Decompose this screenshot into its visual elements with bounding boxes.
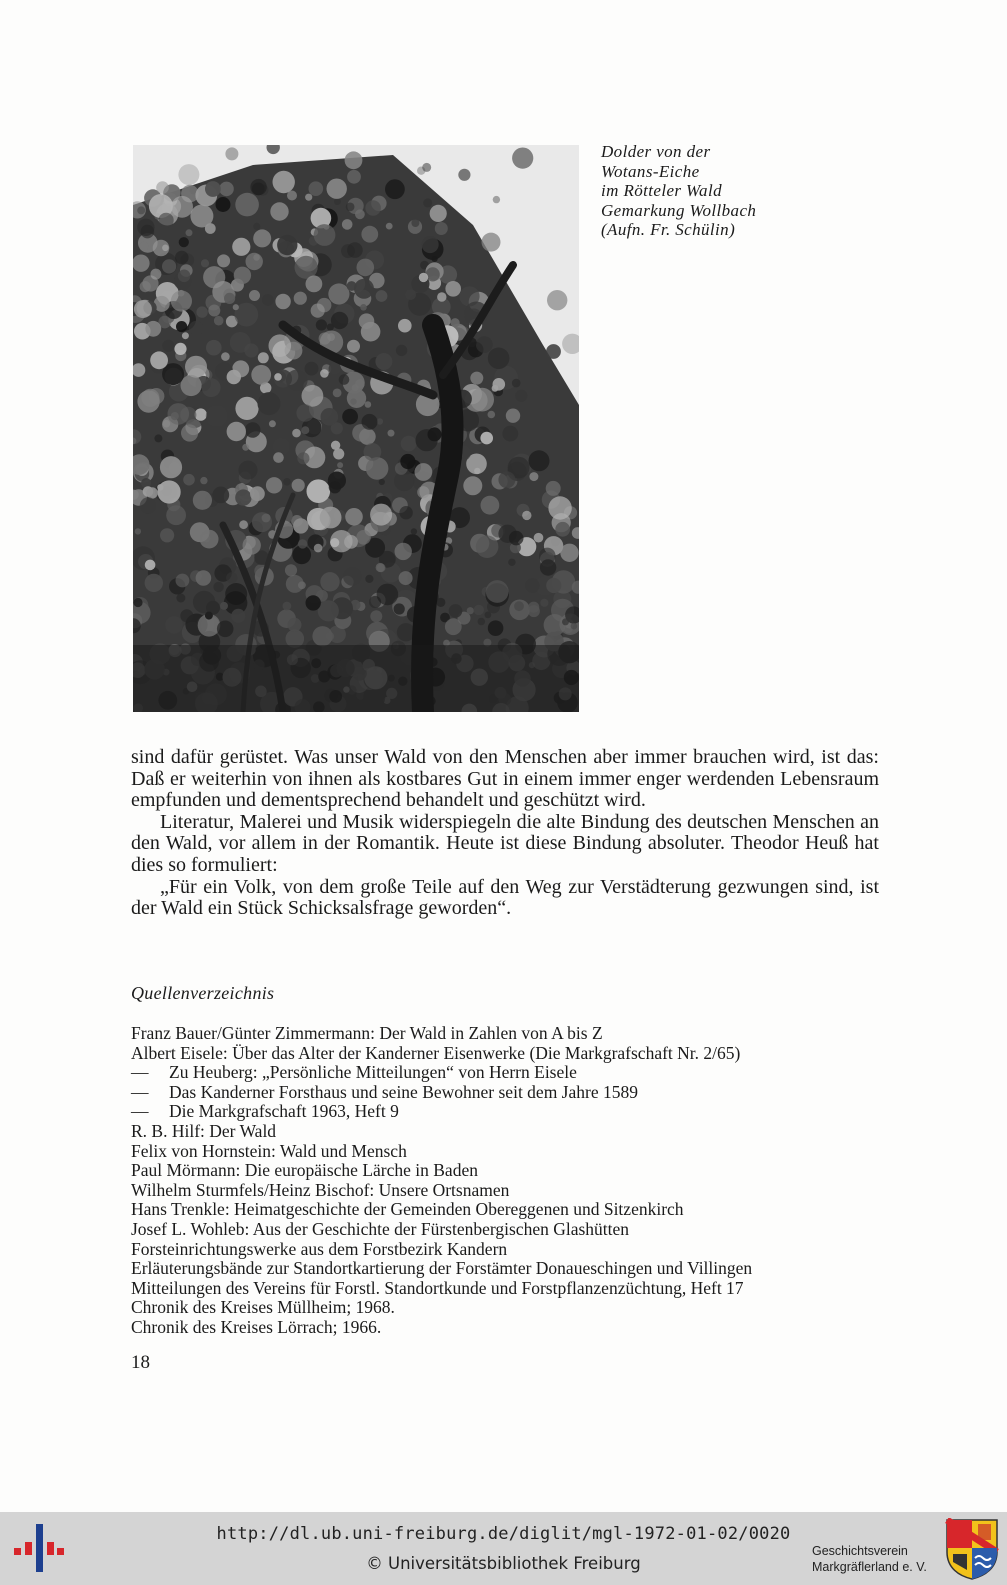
source-item (131, 1102, 891, 1122)
body-text (131, 747, 879, 920)
source-item (131, 1220, 891, 1240)
source-text: Wilhelm Sturmfels/Heinz Bischof: Unsere Ortsnamen (131, 1179, 510, 1200)
source-item (131, 1122, 891, 1142)
footer-bar (0, 1512, 1007, 1585)
society-name (812, 1543, 927, 1575)
source-item (131, 1181, 891, 1201)
source-text: Hans Trenkle: Heimatgeschichte der Gemeinden Obereggenen und Sitzenkirch (131, 1199, 684, 1220)
sources-heading: Quellenverzeichnis (131, 983, 275, 1003)
source-item (131, 1161, 891, 1181)
paragraph: sind dafür gerüstet. Was unser Wald von den Menschen aber immer brauchen wird, ist das: Daß er weiterhin von ihnen als kostbares Gut in einem immer enger werdenden Lebensraum empfunden und dementsprechend behandelt und geschützt wird. (131, 746, 879, 812)
source-text: Josef L. Wohleb: Aus der Geschichte der Fürstenbergischen Glashütten (131, 1218, 630, 1239)
sources-list (131, 1024, 891, 1338)
caption-line: Gemarkung Wollbach (601, 200, 757, 220)
source-text: Mitteilungen des Vereins für Forstl. Standortkunde und Forstpflanzenzüchtung, Heft 17 (131, 1277, 744, 1298)
source-text: Chronik des Kreises Lörrach; 1966. (131, 1316, 382, 1337)
document-url-link[interactable]: http://dl.ub.uni-freiburg.de/diglit/mgl-1972-01-02/0020 (216, 1524, 791, 1544)
source-item (131, 1279, 891, 1299)
source-dash: — (131, 1062, 149, 1083)
source-item (131, 1259, 891, 1279)
society-line: Geschichtsverein (812, 1544, 908, 1558)
source-item (131, 1063, 891, 1083)
source-item (131, 1240, 891, 1260)
paragraph: Literatur, Malerei und Musik widerspiegeln die alte Bindung des deutschen Menschen an den Wald, vor allem in der Romantik. Heute ist diese Bindung absoluter. Theodor Heuß hat dies so formuliert: (131, 810, 879, 876)
caption-line: im Rötteler Wald (601, 181, 722, 200)
copyright-text: © Universitätsbibliothek Freiburg (366, 1554, 641, 1573)
coat-of-arms-icon[interactable] (945, 1518, 999, 1580)
source-text: Das Kanderner Forsthaus und seine Bewohner seit dem Jahre 1589 (169, 1081, 638, 1102)
forest-tree-icon (133, 145, 579, 712)
source-dash: — (131, 1101, 149, 1122)
source-item (131, 1318, 891, 1338)
source-item (131, 1298, 891, 1318)
tree-photo (133, 145, 579, 712)
source-item (131, 1200, 891, 1220)
source-item (131, 1142, 891, 1162)
source-text: Albert Eisele: Über das Alter der Kanderner Eisenwerke (Die Markgrafschaft Nr. 2/65) (131, 1042, 741, 1063)
source-text: Felix von Hornstein: Wald und Mensch (131, 1140, 407, 1161)
source-text: Erläuterungsbände zur Standortkartierung der Forstämter Donaueschingen und Villingen (131, 1258, 753, 1279)
source-text: Franz Bauer/Günter Zimmermann: Der Wald in Zahlen von A bis Z (131, 1023, 603, 1043)
source-text: R. B. Hilf: Der Wald (131, 1120, 277, 1141)
society-line: Markgräflerland e. V. (812, 1560, 927, 1574)
page-number: 18 (131, 1352, 150, 1373)
quote-paragraph: „Für ein Volk, von dem große Teile auf den Weg zur Verstädterung gezwungen sind, ist der Wald ein Stück Schicksalsfrage geworden“. (131, 875, 879, 920)
source-dash: — (131, 1081, 149, 1102)
source-text: Chronik des Kreises Müllheim; 1968. (131, 1297, 395, 1318)
caption-line: Dolder von der (601, 142, 711, 161)
source-text: Zu Heuberg: „Persönliche Mitteilungen“ von Herrn Eisele (169, 1062, 577, 1083)
caption-line: Wotans-Eiche (601, 161, 700, 181)
source-text: Die Markgrafschaft 1963, Heft 9 (169, 1101, 399, 1122)
source-item (131, 1024, 891, 1044)
photo-caption (601, 142, 861, 240)
source-text: Forsteinrichtungswerke aus dem Forstbezirk Kandern (131, 1238, 508, 1259)
source-item (131, 1083, 891, 1103)
caption-line: (Aufn. Fr. Schülin) (601, 220, 736, 239)
source-item (131, 1044, 891, 1064)
source-text: Paul Mörmann: Die europäische Lärche in Baden (131, 1160, 478, 1181)
